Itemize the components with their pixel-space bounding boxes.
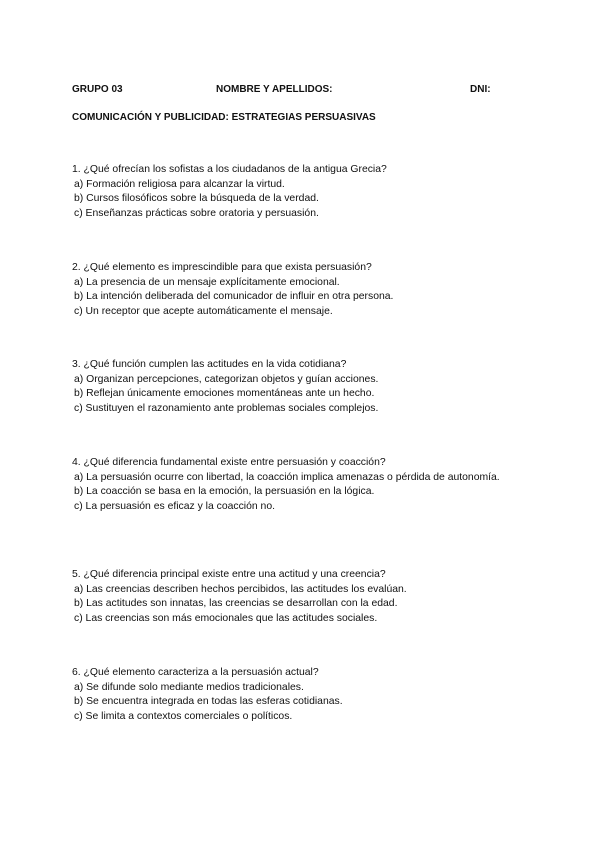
option-b: b) Cursos filosóficos sobre la búsqueda de la verdad. xyxy=(74,193,319,205)
option-a: a) Organizan percepciones, categorizan objetos y guían acciones. xyxy=(74,373,379,385)
question-3 xyxy=(72,358,512,416)
group-label: GRUPO 03 xyxy=(72,84,123,95)
option-c: c) Se limita a contextos comerciales o políticos. xyxy=(74,710,293,722)
option-b: b) Reflejan únicamente emociones momentáneas ante un hecho. xyxy=(74,388,375,400)
answer-options xyxy=(72,276,512,320)
option-a: a) Las creencias describen hechos percibidos, las actitudes los evalúan. xyxy=(74,583,407,595)
question-2 xyxy=(72,261,512,319)
option-b: b) La coacción se basa en la emoción, la persuasión en la lógica. xyxy=(74,486,375,498)
exam-title: COMUNICACIÓN Y PUBLICIDAD: ESTRATEGIAS PERSUASIVAS xyxy=(72,112,376,123)
answer-options xyxy=(72,583,512,627)
option-c: c) Sustituyen el razonamiento ante problemas sociales complejos. xyxy=(74,402,379,414)
option-a: a) La presencia de un mensaje explícitamente emocional. xyxy=(74,276,340,288)
answer-options xyxy=(72,471,512,515)
question-1 xyxy=(72,163,512,221)
option-c: c) Las creencias son más emocionales que las actitudes sociales. xyxy=(74,612,378,624)
option-b: b) Las actitudes son innatas, las creencias se desarrollan con la edad. xyxy=(74,598,398,610)
option-b: b) La intención deliberada del comunicador de influir en otra persona. xyxy=(74,291,394,303)
question-4 xyxy=(72,456,512,514)
exam-header xyxy=(72,84,512,98)
answer-options xyxy=(72,178,512,222)
answer-options xyxy=(72,373,512,417)
option-c: c) Enseñanzas prácticas sobre oratoria y persuasión. xyxy=(74,207,319,219)
option-a: a) Formación religiosa para alcanzar la virtud. xyxy=(74,178,285,190)
question-text: 3. ¿Qué función cumplen las actitudes en la vida cotidiana? xyxy=(72,359,347,370)
name-field-label: NOMBRE Y APELLIDOS: xyxy=(216,84,333,95)
option-b: b) Se encuentra integrada en todas las esferas cotidianas. xyxy=(74,696,343,708)
option-c: c) La persuasión es eficaz y la coacción no. xyxy=(74,500,275,512)
question-text: 4. ¿Qué diferencia fundamental existe entre persuasión y coacción? xyxy=(72,457,386,468)
option-c: c) Un receptor que acepte automáticamente el mensaje. xyxy=(74,305,333,317)
dni-field-label: DNI: xyxy=(470,84,491,95)
question-text: 5. ¿Qué diferencia principal existe entre una actitud y una creencia? xyxy=(72,569,386,580)
question-6 xyxy=(72,666,512,724)
answer-options xyxy=(72,681,512,725)
question-5 xyxy=(72,568,512,626)
option-a: a) Se difunde solo mediante medios tradicionales. xyxy=(74,681,304,693)
question-text: 6. ¿Qué elemento caracteriza a la persuasión actual? xyxy=(72,667,319,678)
question-text: 2. ¿Qué elemento es imprescindible para que exista persuasión? xyxy=(72,262,372,273)
option-a: a) La persuasión ocurre con libertad, la coacción implica amenazas o pérdida de autonomía. xyxy=(74,471,500,483)
question-text: 1. ¿Qué ofrecían los sofistas a los ciudadanos de la antigua Grecia? xyxy=(72,164,387,175)
